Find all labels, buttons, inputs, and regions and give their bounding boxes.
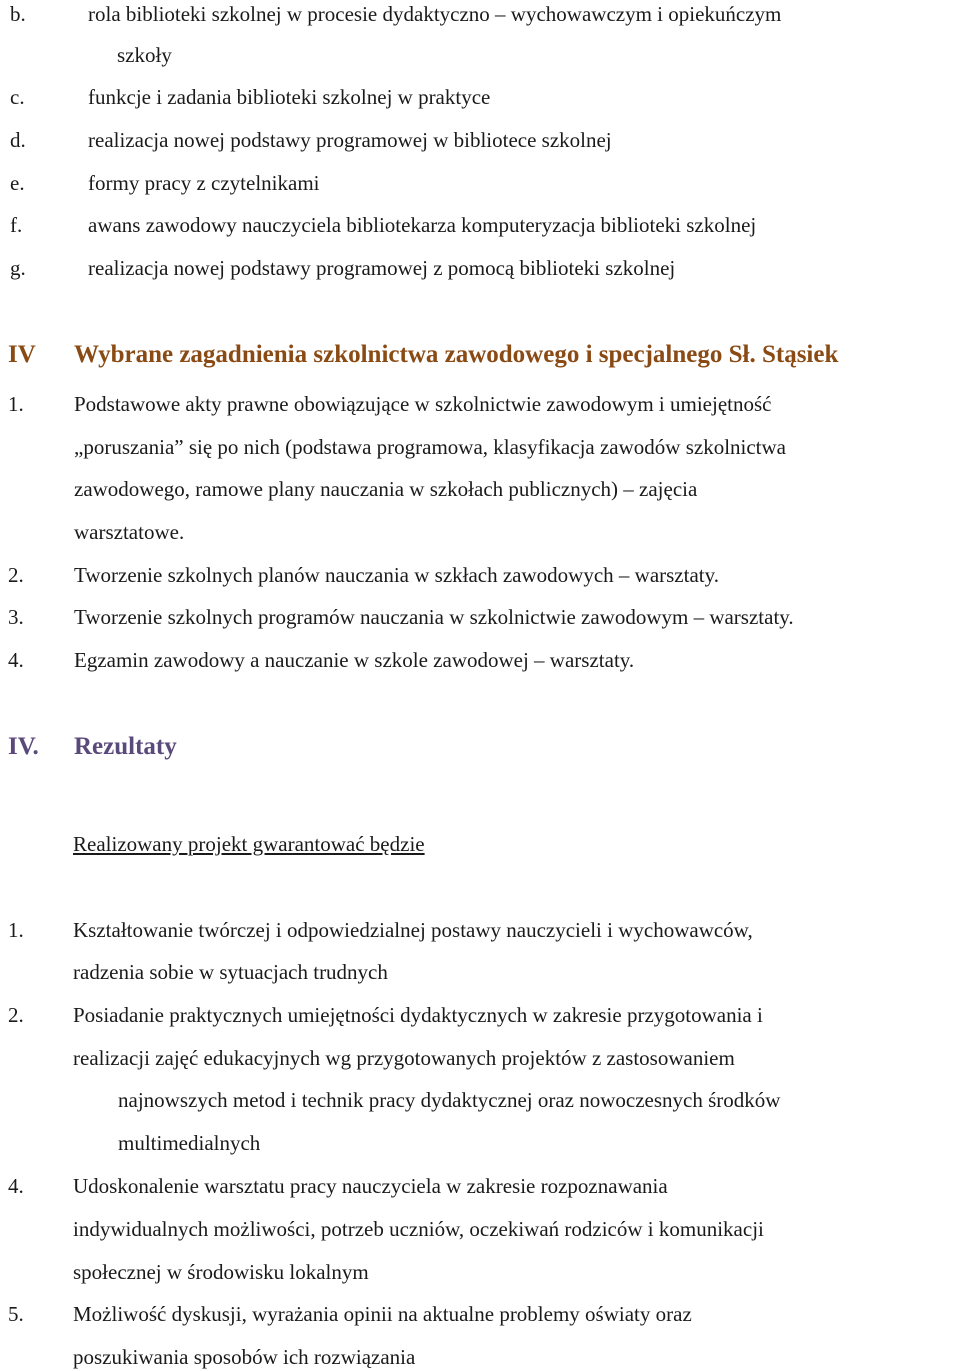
list-marker: f. <box>10 213 23 237</box>
item-number: 2. <box>8 1003 24 1027</box>
item-text: najnowszych metod i technik pracy dydaktycznej oraz nowoczesnych środków <box>118 1088 781 1112</box>
item-number: 1. <box>8 392 24 416</box>
item-text: Posiadanie praktycznych umiejętności dydaktycznych w zakresie przygotowania i <box>73 1003 763 1027</box>
item-number: 2. <box>8 563 24 587</box>
item-text: „poruszania” się po nich (podstawa programowa, klasyfikacja zawodów szkolnictwa <box>74 435 787 459</box>
list-item-text: formy pracy z czytelnikami <box>88 171 320 195</box>
item-number: 3. <box>8 605 24 629</box>
list-item-text: funkcje i zadania biblioteki szkolnej w praktyce <box>88 85 491 109</box>
item-text: Podstawowe akty prawne obowiązujące w szkolnictwie zawodowym i umiejętność <box>74 392 772 416</box>
section-title: Wybrane zagadnienia szkolnictwa zawodowego i specjalnego Sł. Stąsiek <box>74 341 839 368</box>
item-text: Tworzenie szkolnych planów nauczania w szkłach zawodowych – warsztaty. <box>74 563 720 587</box>
section-numeral: IV. <box>8 733 39 760</box>
list-marker: g. <box>10 256 26 280</box>
item-text: poszukiwania sposobów ich rozwiązania <box>73 1345 416 1369</box>
section-title: Rezultaty <box>74 733 177 760</box>
list-marker: c. <box>10 85 25 109</box>
item-text: indywidualnych możliwości, potrzeb uczniów, oczekiwań rodziców i komunikacji <box>73 1217 764 1241</box>
list-marker: d. <box>10 128 26 152</box>
item-text: Kształtowanie twórczej i odpowiedzialnej postawy nauczycieli i wychowawców, <box>73 918 753 942</box>
item-text: warsztatowe. <box>74 520 185 544</box>
item-number: 4. <box>8 648 24 672</box>
item-text: zawodowego, ramowe plany nauczania w szkołach publicznych) – zajęcia <box>74 477 698 501</box>
item-number: 5. <box>8 1302 24 1326</box>
item-text: realizacji zajęć edukacyjnych wg przygotowanych projektów z zastosowaniem <box>73 1046 735 1070</box>
item-text: Egzamin zawodowy a nauczanie w szkole zawodowej – warsztaty. <box>74 648 635 672</box>
item-text: społecznej w środowisku lokalnym <box>73 1260 369 1284</box>
item-number: 4. <box>8 1174 24 1198</box>
item-text: Tworzenie szkolnych programów nauczania w szkolnictwie zawodowym – warsztaty. <box>74 605 794 629</box>
list-item-text: szkoły <box>117 43 172 67</box>
list-marker: e. <box>10 171 25 195</box>
item-text: radzenia sobie w sytuacjach trudnych <box>73 960 388 984</box>
section-subtitle: Realizowany projekt gwarantować będzie <box>73 832 425 856</box>
item-text: Udoskonalenie warsztatu pracy nauczyciela w zakresie rozpoznawania <box>73 1174 668 1198</box>
section-numeral: IV <box>8 341 36 368</box>
list-item-text: rola biblioteki szkolnej w procesie dydaktyczno – wychowawczym i opiekuńczym <box>88 2 782 26</box>
item-text: multimedialnych <box>118 1131 261 1155</box>
list-marker: b. <box>10 2 26 26</box>
list-item-text: realizacja nowej podstawy programowej w bibliotece szkolnej <box>88 128 612 152</box>
item-number: 1. <box>8 918 24 942</box>
list-item-text: awans zawodowy nauczyciela bibliotekarza komputeryzacja biblioteki szkolnej <box>88 213 757 237</box>
item-text: Możliwość dyskusji, wyrażania opinii na aktualne problemy oświaty oraz <box>73 1302 692 1326</box>
list-item-text: realizacja nowej podstawy programowej z pomocą biblioteki szkolnej <box>88 256 676 280</box>
